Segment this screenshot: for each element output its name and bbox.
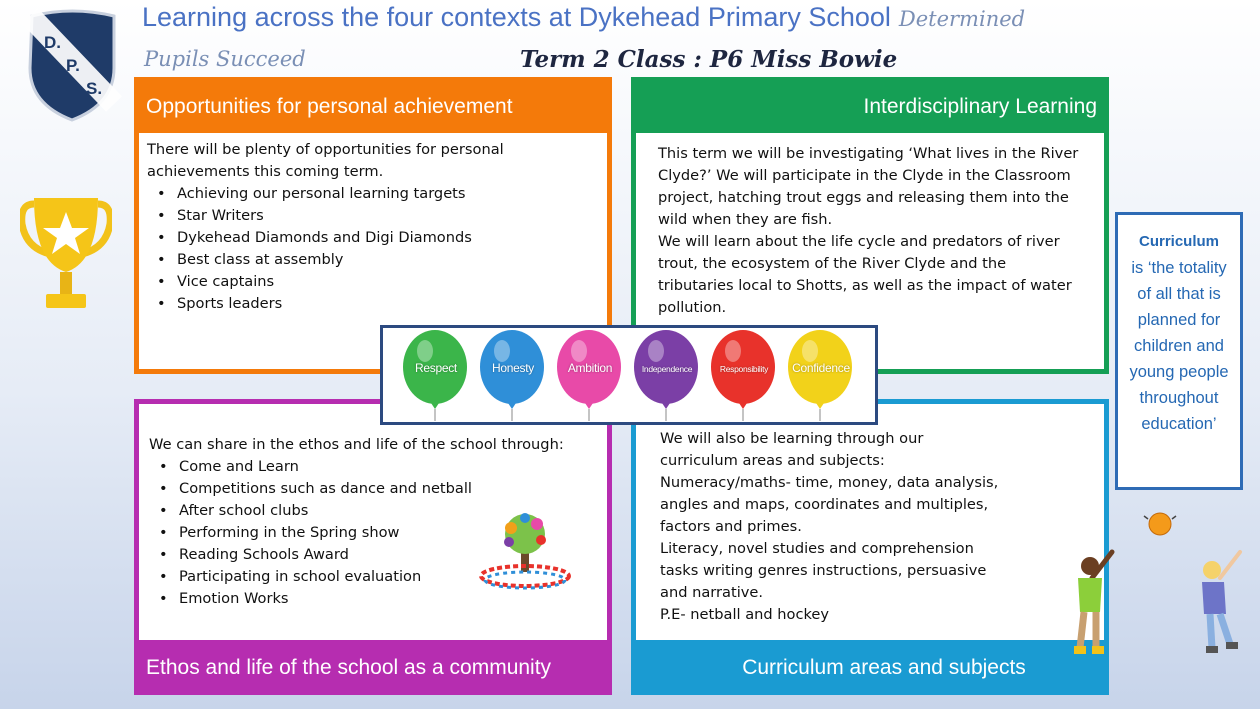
motto-part2: Pupils Succeed bbox=[144, 47, 306, 71]
panel-ethos bbox=[134, 399, 612, 695]
panel-curriculum-areas bbox=[631, 399, 1109, 695]
balloon-honesty bbox=[476, 329, 550, 421]
balloon-label: Honesty bbox=[492, 361, 534, 375]
crest-letter-d: D. bbox=[44, 33, 61, 52]
balloon-label: Confidence bbox=[792, 361, 850, 375]
list-item: • Reading Schools Award bbox=[149, 544, 597, 566]
panel-curriculum-body bbox=[636, 404, 1104, 640]
balloon-label: Independence bbox=[641, 364, 693, 374]
balloon-independence bbox=[630, 329, 704, 421]
list-item: • After school clubs bbox=[149, 500, 597, 522]
panel-ethos-body bbox=[139, 404, 607, 640]
panel-idl-heading: Interdisciplinary Learning bbox=[863, 94, 1097, 118]
crest-letter-p: P. bbox=[66, 56, 80, 75]
personal-intro: There will be plenty of opportunities for personal achievements this coming term. bbox=[147, 141, 504, 180]
curriculum-line-3: Literacy, novel studies and comprehension tasks writing genres instructions, persuasive and narrative. bbox=[660, 540, 987, 601]
girl-playing-icon bbox=[1190, 548, 1246, 660]
motto-part1: Determined bbox=[898, 7, 1026, 31]
term-class-label: Term 2 Class : P6 Miss Bowie bbox=[520, 46, 898, 73]
panel-curriculum-heading: Curriculum areas and subjects bbox=[742, 655, 1026, 679]
balloon-confidence bbox=[784, 329, 858, 421]
list-item: • Vice captains bbox=[147, 271, 599, 293]
list-item: • Performing in the Spring show bbox=[149, 522, 597, 544]
panel-ethos-heading: Ethos and life of the school as a community bbox=[146, 655, 552, 679]
balloon-label: Respect bbox=[415, 361, 457, 375]
balloon-label: Ambition bbox=[567, 361, 613, 375]
ball-icon bbox=[1140, 508, 1180, 540]
values-balloons bbox=[380, 325, 878, 425]
list-item: • Participating in school evaluation bbox=[149, 566, 597, 588]
page-title bbox=[142, 2, 1242, 33]
list-item: • Sports leaders bbox=[147, 293, 599, 315]
definition-term: Curriculum bbox=[1138, 233, 1219, 250]
list-item: • Achieving our personal learning targets bbox=[147, 183, 599, 205]
list-item: • Dykehead Diamonds and Digi Diamonds bbox=[147, 227, 599, 249]
list-item: • Best class at assembly bbox=[147, 249, 599, 271]
page-title-text: Learning across the four contexts at Dykehead Primary School bbox=[142, 2, 891, 32]
ethos-intro: We can share in the ethos and life of the school through: bbox=[149, 436, 564, 453]
balloon-label: Responsibility bbox=[719, 364, 769, 374]
list-item: • Competitions such as dance and netball bbox=[149, 478, 597, 500]
list-item: • Come and Learn bbox=[149, 456, 597, 478]
definition-text: is ‘the totality of all that is planned for children and young people throughout education’ bbox=[1129, 259, 1229, 433]
balloon-respect bbox=[399, 329, 473, 421]
curriculum-line-2: Numeracy/maths- time, money, data analysis, angles and maps, coordinates and multiples, factors and primes. bbox=[660, 474, 999, 535]
curriculum-definition-box bbox=[1115, 212, 1243, 490]
idl-paragraph-1: This term we will be investigating ‘What lives in the River Clyde?’ We will participate in the Clyde in the Classroom project, hatching trout eggs and releasing them into the wild when they are fish. bbox=[658, 145, 1079, 228]
trophy-icon bbox=[20, 192, 112, 316]
list-item: • Star Writers bbox=[147, 205, 599, 227]
crest-letter-s: S. bbox=[86, 79, 103, 98]
list-item: • Emotion Works bbox=[149, 588, 597, 610]
school-crest bbox=[22, 8, 122, 122]
panel-personal-heading: Opportunities for personal achievement bbox=[146, 94, 513, 118]
curriculum-line-4: P.E- netball and hockey bbox=[660, 606, 830, 623]
balloon-ambition bbox=[553, 329, 627, 421]
idl-paragraph-2: We will learn about the life cycle and predators of river trout, the ecosystem of the River Clyde and the tributaries local to Shotts, as well as the impact of water pollution. bbox=[658, 233, 1072, 316]
community-tree-icon bbox=[475, 512, 575, 592]
balloon-responsibility bbox=[707, 329, 781, 421]
boy-playing-icon bbox=[1066, 548, 1122, 660]
personal-list bbox=[147, 183, 599, 315]
curriculum-line-1: We will also be learning through our curriculum areas and subjects: bbox=[660, 430, 924, 469]
